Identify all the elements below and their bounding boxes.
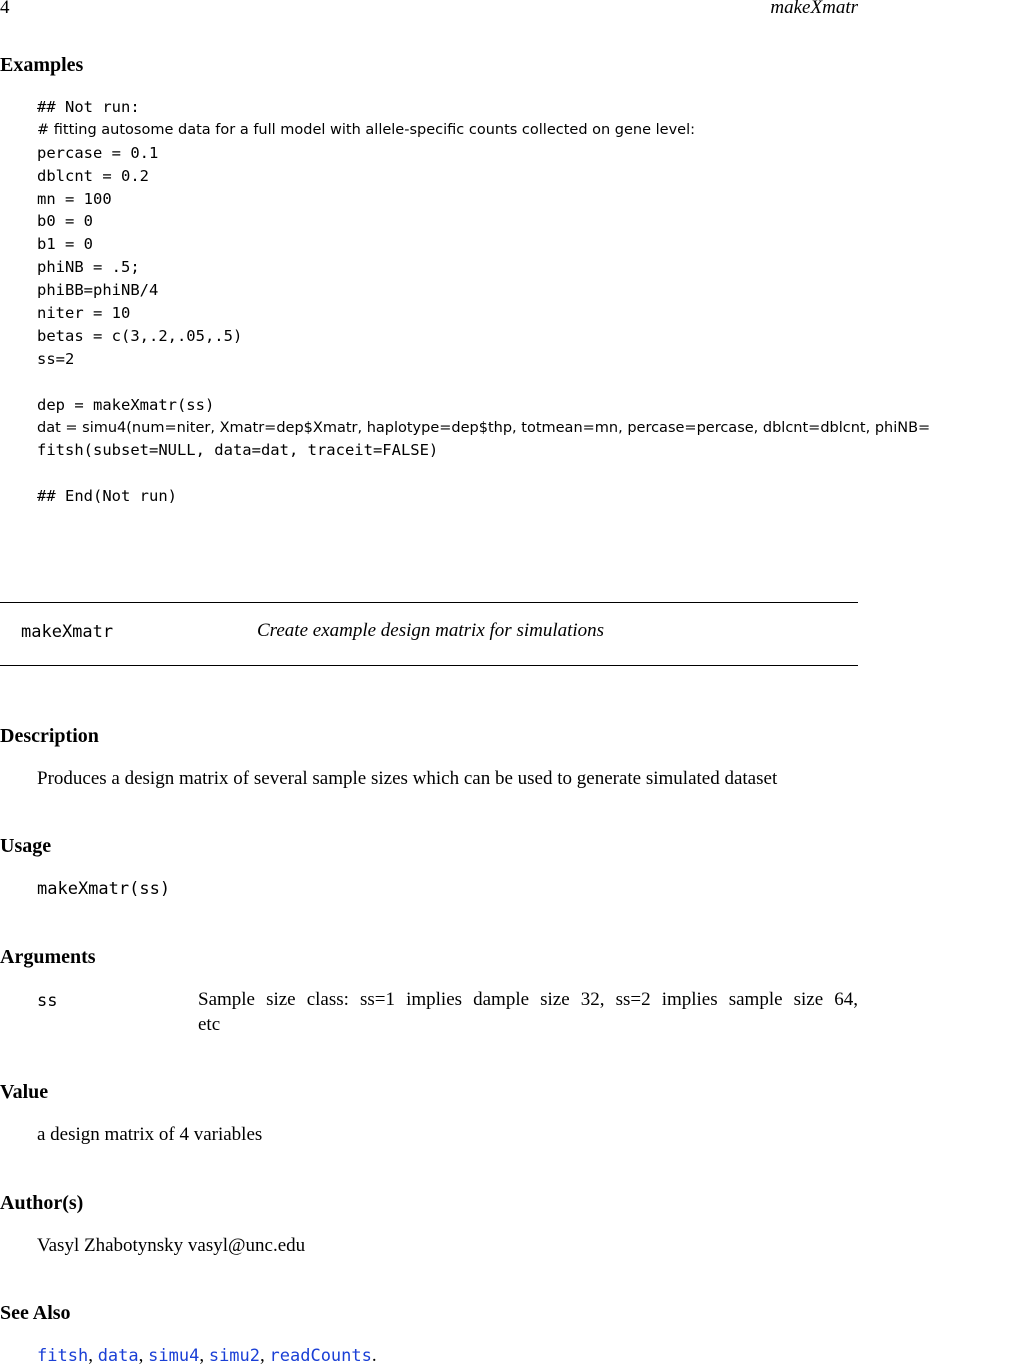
value-text: a design matrix of 4 variables bbox=[37, 1124, 263, 1145]
value-heading: Value bbox=[0, 1081, 49, 1103]
see-also-link-simu2[interactable]: simu2 bbox=[208, 1346, 261, 1366]
code-prefix: dat = bbox=[37, 420, 83, 437]
code-call: simu4(num=niter, Xmatr=dep$Xmatr, haplotype=dep$thp, totmean=mn, percase=percase, dblcnt=dblcnt, phiNB= bbox=[82, 420, 931, 437]
code-line: phiBB=phiNB/4 bbox=[37, 281, 159, 300]
code-line bbox=[37, 371, 1030, 394]
code-line: ## Not run: bbox=[37, 98, 140, 116]
usage-code: makeXmatr(ss) bbox=[37, 879, 171, 899]
code-line: mn = 100 bbox=[37, 189, 112, 208]
see-also-link-simu4[interactable]: simu4 bbox=[148, 1346, 200, 1366]
argument-description-cont: etc bbox=[198, 1014, 221, 1035]
examples-code-block bbox=[37, 96, 1030, 508]
code-line: dblcnt = 0.2 bbox=[37, 166, 149, 185]
see-also-separator: , bbox=[260, 1345, 270, 1366]
see-also-link-data[interactable]: data bbox=[97, 1346, 139, 1366]
argument-name: ss bbox=[37, 991, 58, 1011]
argument-description: Sample size class: ss=1 implies dample size 32, ss=2 implies sample size 64, bbox=[198, 989, 858, 1010]
topic-name: makeXmatr bbox=[21, 622, 114, 642]
topic-top-rule bbox=[0, 602, 858, 603]
page-number: 4 bbox=[0, 0, 10, 18]
code-line: b0 = 0 bbox=[37, 212, 93, 231]
code-line: dep = makeXmatr(ss) bbox=[37, 395, 215, 414]
code-line: # fitting autosome data for a full model with allele-specific counts collected on gene level: bbox=[37, 121, 696, 138]
see-also-separator: , bbox=[88, 1345, 98, 1366]
see-also-separator: , bbox=[199, 1345, 209, 1366]
topic-title: Create example design matrix for simulations bbox=[257, 620, 605, 641]
authors-text: Vasyl Zhabotynsky vasyl@unc.edu bbox=[37, 1235, 306, 1256]
see-also-links bbox=[37, 1345, 377, 1367]
see-also-separator: , bbox=[138, 1345, 149, 1366]
code-line: betas = c(3,.2,.05,.5) bbox=[37, 326, 243, 345]
usage-heading: Usage bbox=[0, 835, 52, 857]
topic-bottom-rule bbox=[0, 665, 858, 666]
see-also-heading: See Also bbox=[0, 1302, 71, 1324]
examples-heading: Examples bbox=[0, 54, 84, 76]
see-also-link-fitsh[interactable]: fitsh bbox=[37, 1346, 89, 1366]
code-line: ss=2 bbox=[37, 349, 75, 368]
arguments-heading: Arguments bbox=[0, 946, 96, 968]
code-line: ## End(Not run) bbox=[37, 487, 177, 506]
description-text: Produces a design matrix of several sample sizes which can be used to generate simulated dataset bbox=[37, 768, 778, 789]
description-heading: Description bbox=[0, 725, 99, 747]
see-also-link-readcounts[interactable]: readCounts bbox=[269, 1346, 372, 1366]
running-title: makeXmatr bbox=[770, 0, 858, 18]
authors-heading: Author(s) bbox=[0, 1192, 84, 1214]
code-line bbox=[37, 462, 1030, 485]
see-also-separator: . bbox=[371, 1345, 377, 1366]
code-line: phiNB = .5; bbox=[37, 258, 140, 277]
code-line: niter = 10 bbox=[37, 304, 131, 323]
code-line: percase = 0.1 bbox=[37, 143, 159, 162]
code-line: fitsh(subset=NULL, data=dat, traceit=FALSE) bbox=[37, 441, 439, 460]
code-line: b1 = 0 bbox=[37, 235, 93, 254]
code-line bbox=[37, 416, 1030, 439]
